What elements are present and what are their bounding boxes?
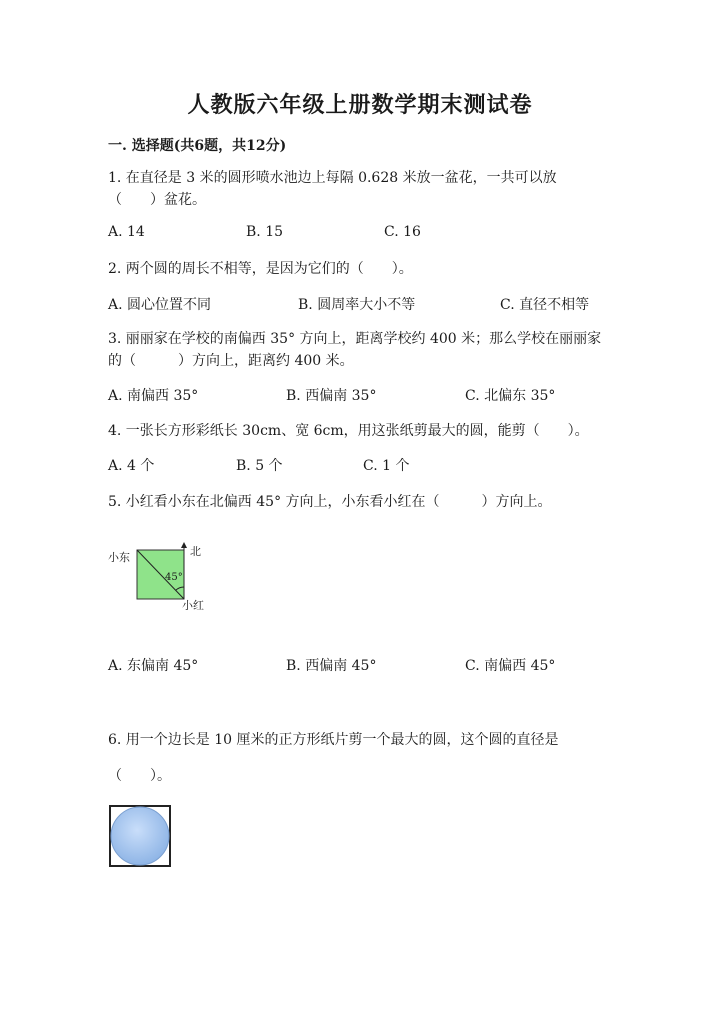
label-north: 北 <box>190 545 201 558</box>
q5-option-b: B. 西偏南 45° <box>286 658 377 674</box>
q4-option-b: B. 5 个 <box>236 458 283 474</box>
page-title: 人教版六年级上册数学期末测试卷 <box>187 92 533 118</box>
question-3-line-1: 3. 丽丽家在学校的南偏西 35° 方向上，距离学校约 400 米；那么学校在丽丽家 <box>108 331 602 347</box>
label-angle: 45° <box>165 572 183 583</box>
q1-option-a: A. 14 <box>108 224 145 240</box>
direction-figure <box>108 540 218 614</box>
inscribed-circle <box>111 807 169 865</box>
q3-option-b: B. 西偏南 35° <box>286 388 377 404</box>
q2-option-a: A. 圆心位置不同 <box>108 297 212 313</box>
question-3 <box>108 328 618 372</box>
q1-option-c: C. 16 <box>384 224 421 240</box>
question-4 <box>108 420 618 442</box>
question-6 <box>108 722 618 794</box>
question-1-line-1: 1. 在直径是 3 米的圆形喷水池边上每隔 0.628 米放一盆花，一共可以放 <box>108 170 557 186</box>
q3-option-a: A. 南偏西 35° <box>108 388 199 404</box>
q2-option-b: B. 圆周率大小不等 <box>298 297 416 313</box>
question-5-line-1: 5. 小红看小东在北偏西 45° 方向上，小东看小红在（ ）方向上。 <box>108 494 552 510</box>
question-5 <box>108 491 618 513</box>
q1-option-b: B. 15 <box>246 224 284 240</box>
question-6-line-2: （ ）。 <box>108 768 171 784</box>
square-circle-figure <box>108 804 172 868</box>
question-1 <box>108 167 618 211</box>
q4-option-c: C. 1 个 <box>363 458 410 474</box>
label-xiaodong: 小东 <box>108 551 130 564</box>
section-heading: 一. 选择题(共6题，共12分) <box>108 138 287 154</box>
q2-option-c: C. 直径不相等 <box>500 297 590 313</box>
q3-option-c: C. 北偏东 35° <box>465 388 556 404</box>
q5-option-c: C. 南偏西 45° <box>465 658 556 674</box>
question-3-line-2: 的（ ）方向上，距离约 400 米。 <box>108 353 354 369</box>
label-xiaohong: 小红 <box>182 599 204 612</box>
north-arrow-head <box>181 542 187 548</box>
question-6-line-1: 6. 用一个边长是 10 厘米的正方形纸片剪一个最大的圆，这个圆的直径是 <box>108 732 559 748</box>
q4-option-a: A. 4 个 <box>108 458 155 474</box>
question-4-line-1: 4. 一张长方形彩纸长 30cm、宽 6cm，用这张纸剪最大的圆，能剪（ ）。 <box>108 423 589 439</box>
question-2 <box>108 258 618 280</box>
question-2-line-1: 2. 两个圆的周长不相等，是因为它们的（ ）。 <box>108 261 413 277</box>
question-1-line-2: （ ）盆花。 <box>108 192 206 208</box>
q5-option-a: A. 东偏南 45° <box>108 658 199 674</box>
